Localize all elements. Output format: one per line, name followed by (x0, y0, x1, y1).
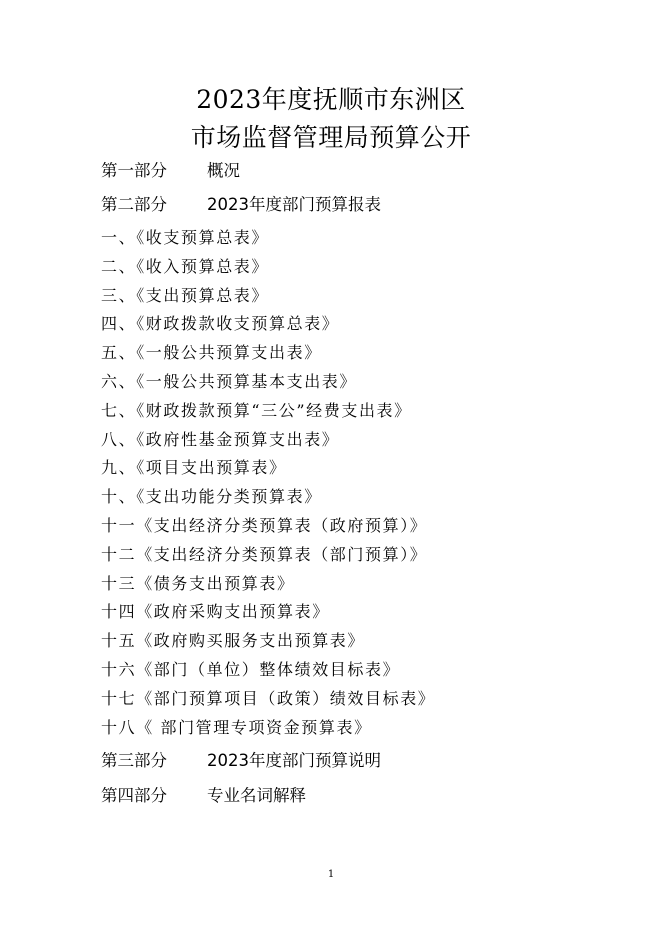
part-label: 第一部分 (101, 161, 167, 180)
part-label: 第三部分 (101, 751, 167, 770)
part-four (101, 782, 306, 806)
toc-item: 十三《债务支出预算表》 (101, 573, 295, 593)
part-two (101, 191, 381, 215)
toc-item: 二、《收入预算总表》 (101, 256, 270, 276)
toc-item: 六、《一般公共预算基本支出表》 (101, 371, 358, 391)
document-title-line2: 市场监督管理局预算公开 (190, 123, 472, 152)
toc-item: 七、《财政拨款预算“三公”经费支出表》 (101, 400, 412, 420)
toc-item: 五、《一般公共预算支出表》 (101, 343, 322, 363)
part-label: 第二部分 (101, 195, 167, 214)
toc-item: 八、《政府性基金预算支出表》 (101, 429, 340, 449)
table-of-contents (101, 224, 435, 742)
part-text: 专业名词解释 (207, 786, 306, 805)
document-title-line1: 2023年度抚顺市东洲区 (196, 85, 466, 114)
part-text: 2023年度部门预算报表 (207, 195, 381, 214)
toc-item: 十五《政府购买服务支出预算表》 (101, 631, 366, 651)
toc-item: 十、《支出功能分类预算表》 (101, 487, 322, 507)
toc-item: 十二《支出经济分类预算表（部门预算）》 (101, 544, 428, 564)
part-text: 概况 (207, 161, 240, 180)
toc-item: 十四《政府采购支出预算表》 (101, 602, 330, 622)
part-text: 2023年度部门预算说明 (207, 751, 381, 770)
part-label: 第四部分 (101, 786, 167, 805)
page-number: 1 (327, 869, 335, 880)
toc-item: 十七《部门预算项目（政策）绩效目标表》 (101, 688, 436, 708)
toc-item: 四、《财政拨款收支预算总表》 (101, 314, 340, 334)
part-one (101, 157, 240, 181)
part-three (101, 747, 381, 771)
toc-item: 十六《部门（单位）整体绩效目标表》 (101, 659, 401, 679)
toc-item: 十一《支出经济分类预算表（政府预算）》 (101, 515, 428, 535)
toc-item: 一、《收支预算总表》 (101, 228, 270, 247)
toc-item: 十八《 部门管理专项资金预算表》 (101, 717, 372, 737)
toc-item: 三、《支出预算总表》 (101, 285, 270, 305)
toc-item: 九、《项目支出预算表》 (101, 458, 287, 478)
